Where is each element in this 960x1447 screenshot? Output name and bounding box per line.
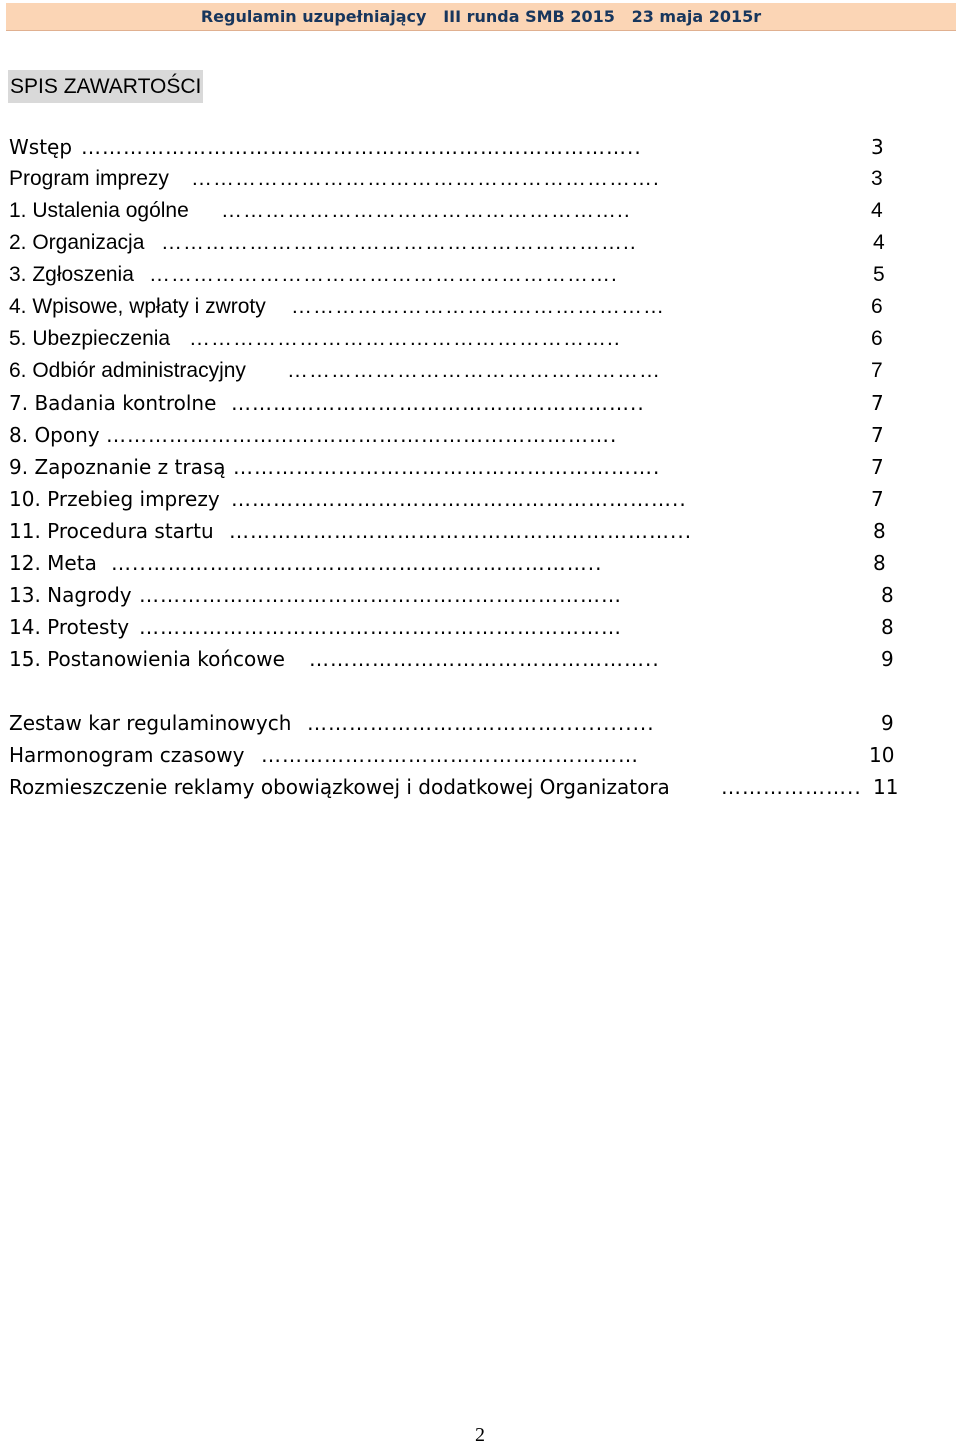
toc-entry[interactable] bbox=[9, 643, 909, 675]
section-gap bbox=[9, 675, 909, 707]
toc-entry-page: 5 bbox=[873, 263, 885, 286]
toc-entry[interactable] bbox=[9, 227, 909, 259]
toc-entry[interactable] bbox=[9, 547, 909, 579]
toc-entry-page: 7 bbox=[871, 391, 884, 415]
toc-entry-label: 2. Organizacja bbox=[9, 231, 145, 254]
toc-entry[interactable] bbox=[9, 387, 909, 419]
appendix-entry-label: Zestaw kar regulaminowych bbox=[9, 711, 292, 735]
toc-entry[interactable] bbox=[9, 323, 909, 355]
toc-entry-leader: …..……………………………………………………….. bbox=[111, 551, 603, 575]
toc-entry-leader: ………………………………………………….. bbox=[189, 327, 621, 350]
toc-entry-label: 4. Wpisowe, wpłaty i zwroty bbox=[9, 295, 266, 318]
header-spacer bbox=[426, 7, 443, 26]
toc-entry[interactable] bbox=[9, 355, 909, 387]
toc-entry-label: 12. Meta bbox=[9, 551, 97, 575]
toc-entry-leader: ……………………………………………….. bbox=[221, 199, 631, 222]
appendix-entry-page: 9 bbox=[881, 711, 894, 735]
header-date: 23 maja 2015r bbox=[631, 7, 762, 26]
toc-entry-leader: ………………………………………………………. bbox=[191, 167, 660, 190]
toc-entry[interactable] bbox=[9, 419, 909, 451]
toc-entry[interactable] bbox=[9, 483, 909, 515]
appendix-entry-leader: ……………….. bbox=[721, 775, 862, 799]
toc-entry-label: 9. Zapoznanie z trasą bbox=[9, 455, 226, 479]
header-event: III runda SMB 2015 bbox=[443, 7, 615, 26]
toc-entry-label: Wstęp bbox=[9, 135, 73, 159]
appendix-entry-leader: ………………………………............. bbox=[307, 711, 655, 735]
toc-entry-page: 7 bbox=[871, 359, 883, 382]
toc-entry-page: 3 bbox=[871, 135, 884, 159]
appendix-entry-leader: ……………………………………………… bbox=[261, 743, 639, 767]
toc-entry-leader: ………………………………………………………………. bbox=[106, 423, 618, 447]
toc-entry-label: 8. Opony bbox=[9, 423, 100, 447]
toc-entry-label: 1. Ustalenia ogólne bbox=[9, 199, 189, 222]
toc-entry-label: 7. Badania kontrolne bbox=[9, 391, 217, 415]
toc-entry-leader: …………………………………………… bbox=[287, 359, 661, 382]
header-spacer bbox=[615, 7, 632, 26]
toc-entry-leader: ………………………………………………………. bbox=[149, 263, 618, 286]
toc-entry-page: 7 bbox=[871, 455, 884, 479]
page-number: 2 bbox=[475, 1424, 485, 1446]
toc-entry-leader: …………………………………………………………… bbox=[139, 583, 622, 607]
appendix-entry-label: Harmonogram czasowy bbox=[9, 743, 245, 767]
table-of-contents bbox=[9, 131, 909, 803]
toc-entry-leader: ……………………………………………………….. bbox=[231, 487, 687, 511]
toc-entry-leader: ………………………………………………………... bbox=[229, 519, 693, 543]
toc-entry-label: 6. Odbiór administracyjny bbox=[9, 359, 246, 382]
toc-entry[interactable] bbox=[9, 451, 909, 483]
toc-entry-page: 9 bbox=[881, 647, 894, 671]
toc-entry[interactable] bbox=[9, 291, 909, 323]
toc-entry-page: 7 bbox=[871, 487, 884, 511]
toc-entry[interactable] bbox=[9, 131, 909, 163]
toc-entry-leader: …………………………………………… bbox=[291, 295, 665, 318]
toc-entry[interactable] bbox=[9, 195, 909, 227]
toc-entry-label: 14. Protesty bbox=[9, 615, 130, 639]
appendix-entry[interactable] bbox=[9, 707, 909, 739]
toc-entry-page: 8 bbox=[881, 583, 894, 607]
page-header bbox=[6, 3, 956, 31]
toc-entry-page: 6 bbox=[871, 327, 883, 350]
toc-entry-label: 13. Nagrody bbox=[9, 583, 132, 607]
toc-entry-page: 6 bbox=[871, 295, 883, 318]
toc-entry-page: 3 bbox=[871, 167, 883, 190]
toc-heading: SPIS ZAWARTOŚCI bbox=[8, 70, 203, 103]
toc-entry-page: 4 bbox=[873, 231, 885, 254]
toc-entry-label: 11. Procedura startu bbox=[9, 519, 214, 543]
appendix-entry-page: 10 bbox=[869, 743, 895, 767]
appendix-entry-page: 11 bbox=[873, 775, 899, 799]
toc-entry-leader: ………………………………………….. bbox=[309, 647, 660, 671]
toc-entry-leader: …………………………………………………………… bbox=[139, 615, 622, 639]
toc-entry-leader: ……………………………………………………. bbox=[233, 455, 661, 479]
toc-entry-page: 8 bbox=[873, 519, 886, 543]
toc-entry[interactable] bbox=[9, 259, 909, 291]
toc-entry-page: 8 bbox=[881, 615, 894, 639]
toc-entry[interactable] bbox=[9, 515, 909, 547]
toc-entry-leader: ………………………………………………….. bbox=[231, 391, 645, 415]
toc-entry-page: 7 bbox=[871, 423, 884, 447]
toc-entry-label: 3. Zgłoszenia bbox=[9, 263, 134, 286]
toc-entry[interactable] bbox=[9, 163, 909, 195]
appendix-entry-label: Rozmieszczenie reklamy obowiązkowej i dodatkowej Organizatora bbox=[9, 775, 670, 799]
appendix-entry[interactable] bbox=[9, 739, 909, 771]
toc-entry-label: 10. Przebieg imprezy bbox=[9, 487, 220, 511]
toc-entry-leader: …………………………………………………………………….. bbox=[81, 135, 642, 159]
toc-entry[interactable] bbox=[9, 611, 909, 643]
toc-entry-page: 4 bbox=[871, 199, 883, 222]
appendix-entry[interactable] bbox=[9, 771, 909, 803]
toc-entry-label: 5. Ubezpieczenia bbox=[9, 327, 171, 350]
toc-entry[interactable] bbox=[9, 579, 909, 611]
toc-entry-label: 15. Postanowienia końcowe bbox=[9, 647, 285, 671]
toc-entry-label: Program imprezy bbox=[9, 167, 169, 190]
toc-entry-page: 8 bbox=[873, 551, 886, 575]
header-title: Regulamin uzupełniający bbox=[200, 7, 427, 26]
toc-entry-leader: ……………………………………………………….. bbox=[161, 231, 637, 254]
